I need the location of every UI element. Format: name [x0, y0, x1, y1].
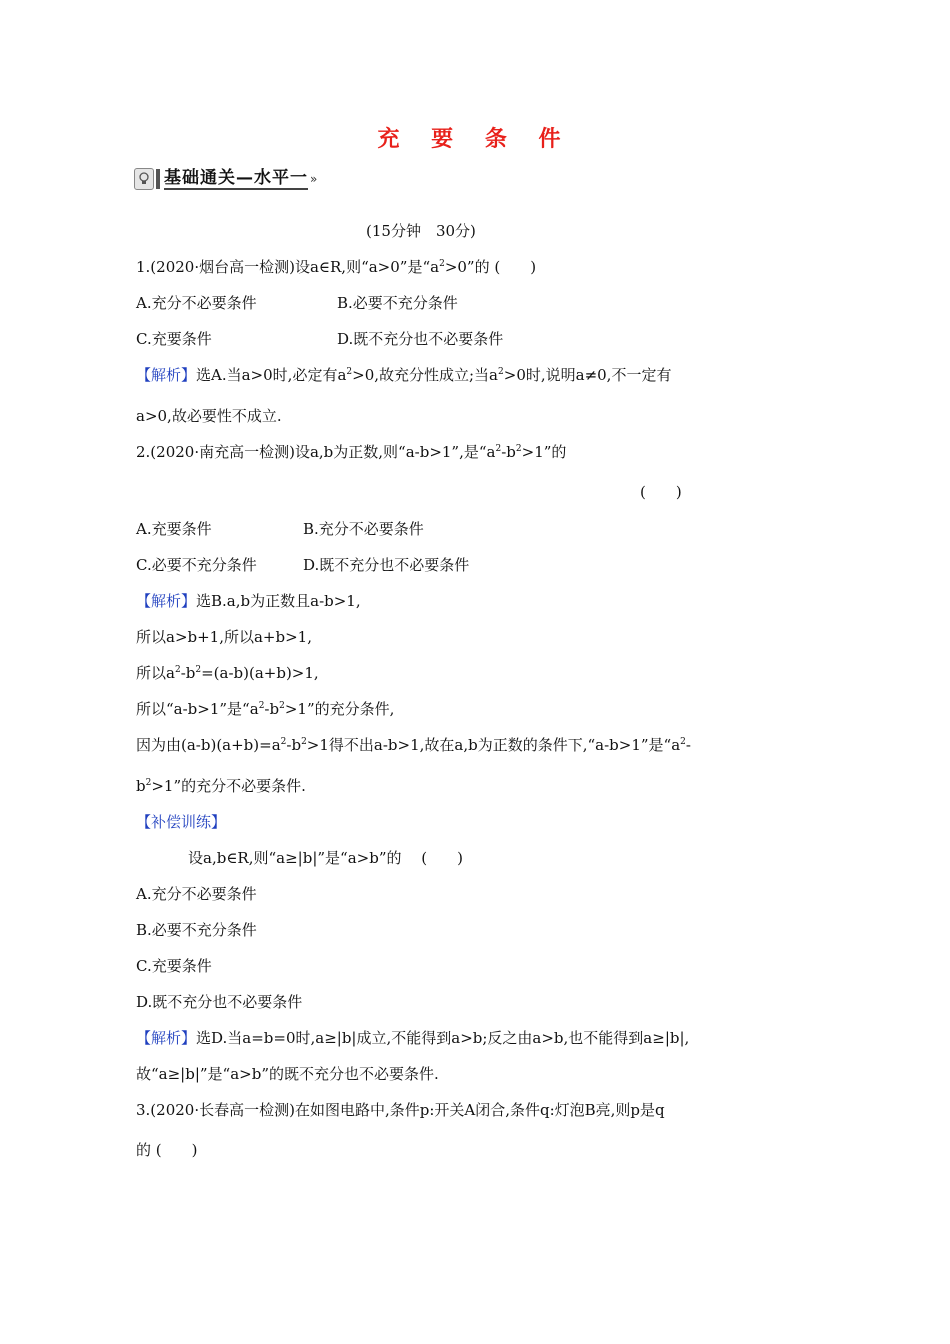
q3-stem-line1: 3.(2020·长春高一检测)在如图电路中,条件p:开关A闭合,条件q:灯泡B亮,则p是q	[136, 1101, 665, 1119]
q1-stem: 1.(2020·烟台高一检测)设a∈R,则“a>0”是“$a^2>0$”的 ( )	[136, 258, 537, 276]
q2-option-b: B.充分不必要条件	[303, 520, 424, 538]
q2-option-d: D.既不充分也不必要条件	[303, 556, 470, 574]
time-limit: (15分钟 30分)	[366, 222, 476, 240]
q2-solution-line6: $b^2>1$”的充分不必要条件.	[136, 777, 306, 795]
q2-stem: 2.(2020·南充高一检测)设a,b为正数,则“a-b>1”,是“$a^2-b^2>1$”的	[136, 443, 567, 461]
q2-answer-paren: ( )	[640, 483, 682, 501]
q1-solution-line1: 【解析】选A.当a>0时,必定有$a^2>0$,故充分性成立;当$a^2>0$时,说明a≠0,不一定有	[136, 366, 672, 384]
extra-stem: 设a,b∈R,则“a≥|b|”是“a>b”的 ( )	[188, 849, 463, 867]
solution-tag: 【解析】	[136, 366, 197, 384]
q2-option-c: C.必要不充分条件	[136, 556, 257, 574]
extra-solution-line1: 【解析】选D.当a=b=0时,a≥|b|成立,不能得到a>b;反之由a>b,也不能得到a≥|b|,	[136, 1029, 690, 1047]
extra-option-b: B.必要不充分条件	[136, 921, 257, 939]
q2-solution-line5: 因为由$(a-b)(a+b)=a^2-b^2>1$得不出a-b>1,故在a,b为正数的条件下,“a-b>1”是“$a^2-$	[136, 736, 691, 754]
q2-solution-line2: 所以a>b+1,所以a+b>1,	[136, 628, 312, 646]
extra-option-a: A.充分不必要条件	[136, 885, 257, 903]
q2-option-a: A.充要条件	[136, 520, 212, 538]
q1-option-d: D.既不充分也不必要条件	[337, 330, 504, 348]
q2-solution-line4: 所以“a-b>1”是“$a^2-b^2>1$”的充分条件,	[136, 700, 395, 718]
page-title: 充 要 条 件	[377, 126, 573, 152]
solution-tag: 【解析】	[136, 592, 197, 610]
q1-option-c: C.充要条件	[136, 330, 212, 348]
supplementary-training-tag: 【补偿训练】	[136, 813, 227, 831]
section-banner	[134, 168, 317, 190]
extra-option-c: C.充要条件	[136, 957, 212, 975]
q1-option-b: B.必要不充分条件	[337, 294, 458, 312]
q1-option-a: A.充分不必要条件	[136, 294, 257, 312]
solution-tag: 【解析】	[136, 1029, 197, 1047]
q3-stem-line2: 的 ( )	[136, 1141, 198, 1159]
q1-solution-line2: a>0,故必要性不成立.	[136, 407, 282, 425]
extra-option-d: D.既不充分也不必要条件	[136, 993, 303, 1011]
extra-solution-line2: 故“a≥|b|”是“a>b”的既不充分也不必要条件.	[136, 1065, 439, 1083]
q2-solution-line1: 【解析】选B.a,b为正数且a-b>1,	[136, 592, 361, 610]
section-label: 基础通关—水平一	[164, 168, 308, 188]
double-chevron-icon: »	[310, 172, 318, 186]
q2-solution-line3: 所以$a^2-b^2=(a-b)(a+b)>1$,	[136, 664, 319, 682]
banner-bar	[156, 169, 160, 189]
lightbulb-icon	[134, 168, 154, 190]
